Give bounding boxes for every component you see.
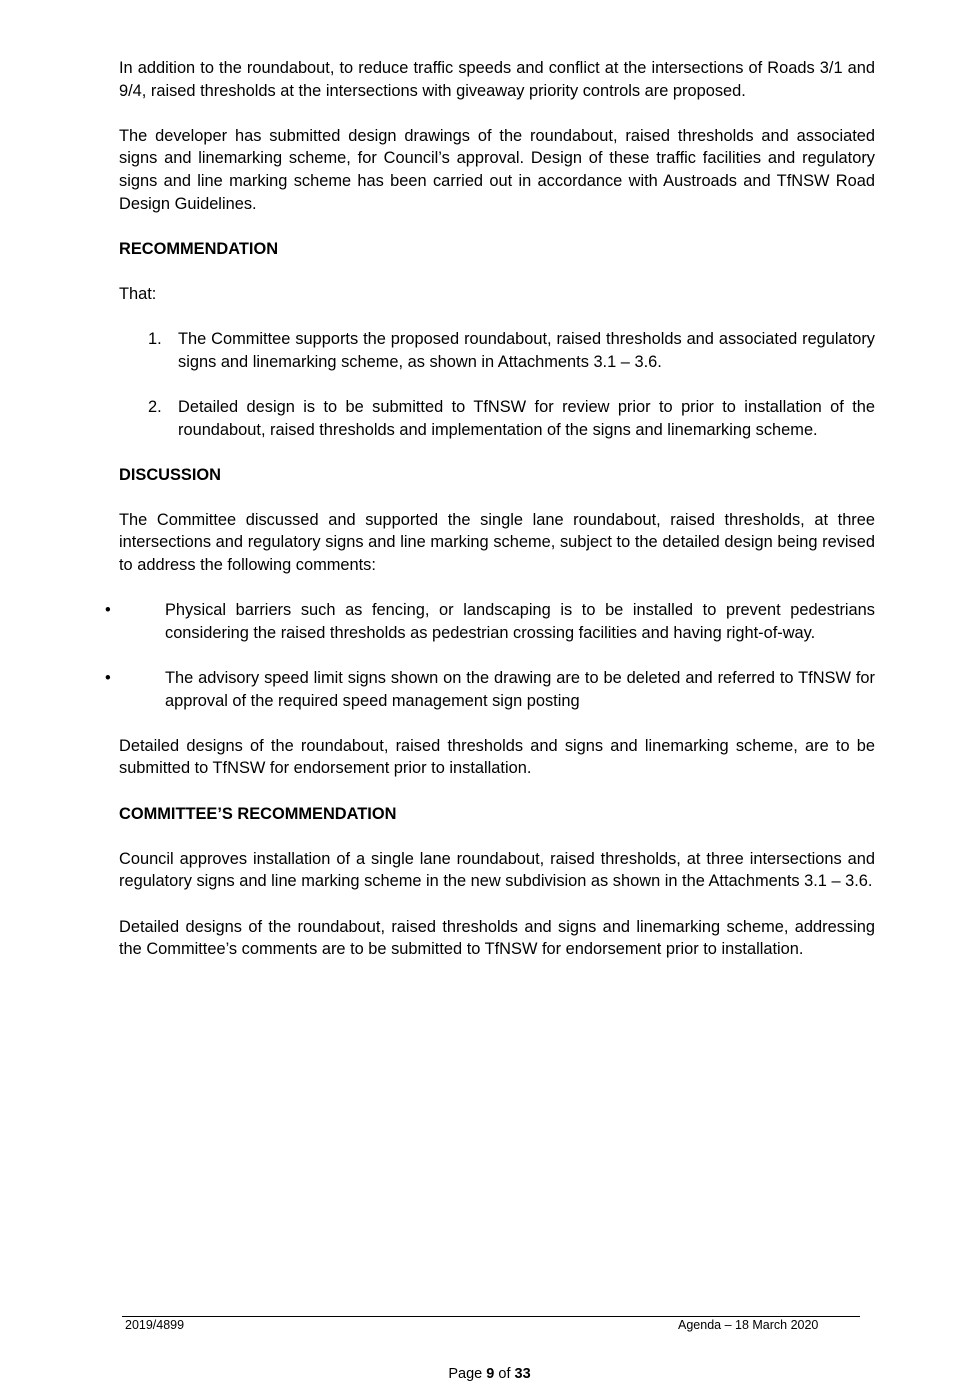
page-label: Page [448, 1366, 483, 1382]
of-label: of [498, 1366, 511, 1382]
discussion-closing: Detailed designs of the roundabout, raised thresholds and signs and linemarking scheme, are to be submitted to TfNSW for endorsement prior to installation. [119, 736, 875, 778]
committee-heading: COMMITTEE’S RECOMMENDATION [119, 804, 397, 823]
list-item-text: The Committee supports the proposed roundabout, raised thresholds and associated regulatory signs and linemarking scheme, as shown in Attachments 3.1 – 3.6. [178, 330, 875, 371]
recommendation-heading: RECOMMENDATION [119, 239, 279, 258]
document-body [105, 57, 875, 983]
list-item [148, 328, 875, 373]
list-item-text: Detailed design is to be submitted to TfNSW for review prior to prior to installation of the roundabout, raised thresholds and implementation of the signs and linemarking scheme. [178, 397, 875, 439]
list-number: 2. [148, 397, 162, 416]
bullet-item [105, 667, 875, 712]
bullet-mark: • [105, 669, 111, 688]
current-page: 9 [486, 1366, 495, 1382]
that-label: That: [119, 284, 157, 303]
discussion-heading: DISCUSSION [119, 465, 222, 484]
footer-divider [122, 1316, 860, 1317]
bullet-mark: • [105, 601, 111, 620]
recommendation-list [119, 328, 875, 441]
developer-paragraph: The developer has submitted design drawings of the roundabout, raised thresholds and associated signs and linemarking scheme, for Council’s approval. Design of these traffic facilities and regulatory signs and line marking scheme has been carried out in accordance with Austroads and TfNSW Road Design Guidelines. [119, 126, 875, 213]
intro-paragraph: In addition to the roundabout, to reduce traffic speeds and conflict at the intersections of Roads 3/1 and 9/4, raised thresholds at the intersections with giveaway priority controls are proposed. [119, 59, 875, 100]
committee-paragraph-1: Council approves installation of a single lane roundabout, raised thresholds, at three intersections and regulatory signs and line marking scheme in the new subdivision as shown in the Attachments 3.1 – 3.6. [119, 849, 875, 891]
list-item [148, 396, 875, 441]
discussion-bullets [105, 599, 875, 712]
bullet-item [105, 599, 875, 644]
footer-agenda-date: Agenda – 18 March 2020 [678, 1318, 819, 1332]
total-pages: 33 [514, 1366, 531, 1382]
page-number [0, 1366, 979, 1382]
list-number: 1. [148, 330, 162, 349]
committee-paragraph-2: Detailed designs of the roundabout, raised thresholds and signs and linemarking scheme, addressing the Committee’s comments are to be submitted to TfNSW for endorsement prior to installation. [119, 917, 875, 959]
bullet-text: Physical barriers such as fencing, or landscaping is to be installed to prevent pedestrians considering the raised thresholds as pedestrian crossing facilities and having right-of-way. [165, 601, 875, 642]
discussion-intro: The Committee discussed and supported the single lane roundabout, raised thresholds, at three intersections and regulatory signs and line marking scheme, subject to the detailed design being revised to address the following comments: [119, 510, 875, 575]
bullet-text: The advisory speed limit signs shown on the drawing are to be deleted and referred to TfNSW for approval of the required speed management sign posting [165, 669, 875, 710]
footer-reference: 2019/4899 [125, 1318, 185, 1332]
